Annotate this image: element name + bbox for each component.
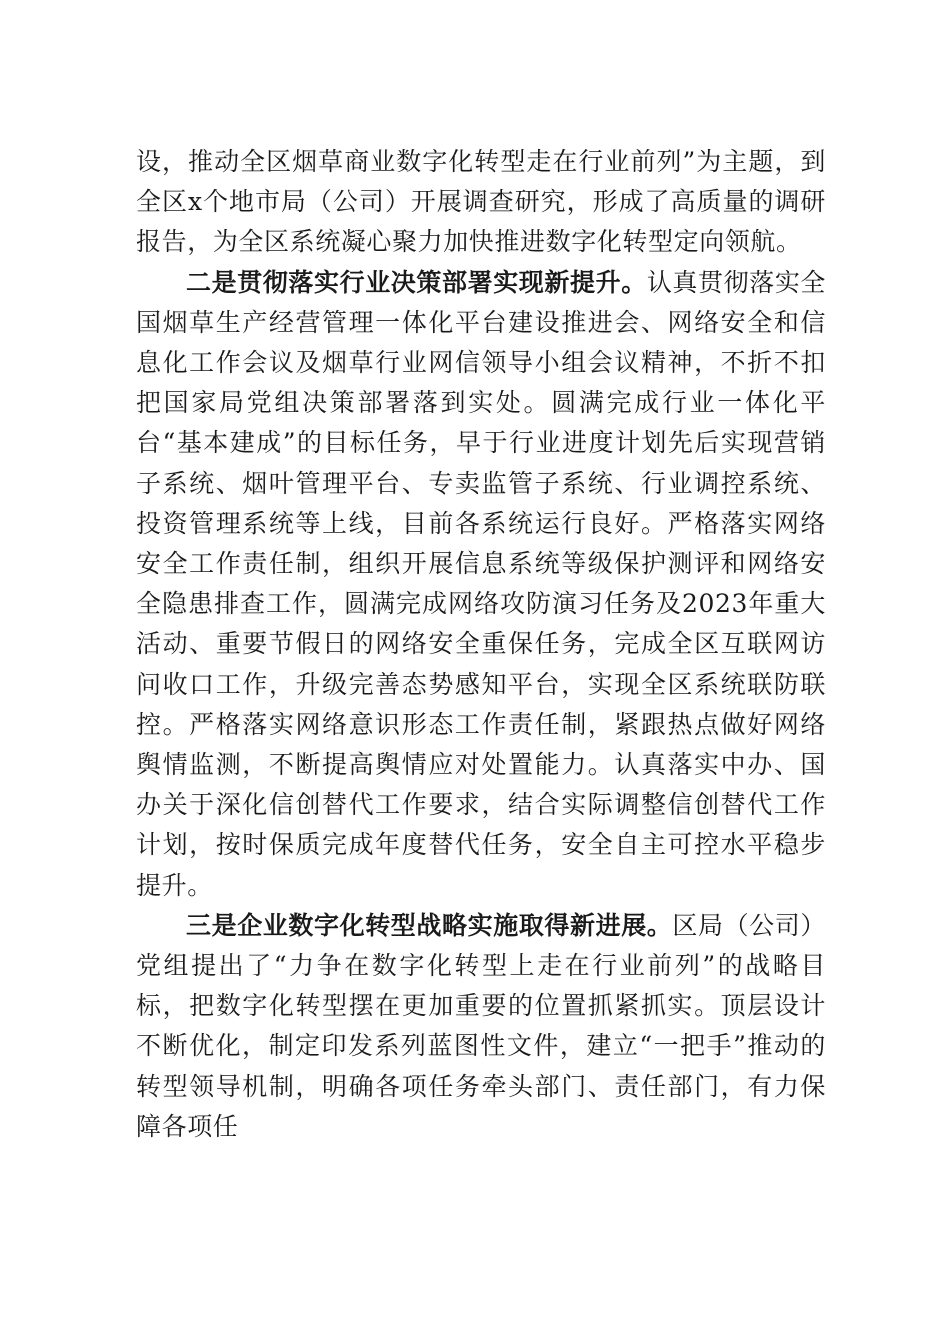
paragraph-text: 认真贯彻落实全国烟草生产经营管理一体化平台建设推进会、网络安全和信息化工作会议及烟草行业网信领导小组会议精神，不折不扣把国家局党组决策部署落到实处。圆满完成行业一体化平台“基本建成”的目标任务，早于行业进度计划先后实现营销子系统、烟叶管理平台、专卖监管子系统、行业调控系统、投资管理系统等上线，目前各系统运行良好。严格落实网络安全工作责任制，组织开展信息系统等级保护测评和网络安全隐患排查工作，圆满完成网络攻防演习任务及2023年重大活动、重要节假日的网络安全重保任务，完成全区互联网访问收口工作，升级完善态势感知平台，实现全区系统联防联控。严格落实网络意识形态工作责任制，紧跟热点做好网络舆情监测，不断提高舆情应对处置能力。认真落实中办、国办关于深化信创替代工作要求，结合实际调整信创替代工作计划，按时保质完成年度替代任务，安全自主可控水平稳步提升。 <box>136 267 827 900</box>
paragraph-policy-implementation <box>136 263 826 906</box>
paragraph-digital-transformation <box>136 906 826 1147</box>
paragraph-lead-heading: 三是企业数字化转型战略实施取得新进展。 <box>186 910 673 940</box>
paragraph-lead-heading: 二是贯彻落实行业决策部署实现新提升。 <box>186 267 647 297</box>
paragraph-continuation <box>136 142 826 263</box>
paragraph-text: 区局（公司）党组提出了“力争在数字化转型上走在行业前列”的战略目标，把数字化转型摆在更加重要的位置抓紧抓实。顶层设计不断优化，制定印发系列蓝图性文件，建立“一把手”推动的转型领导机制，明确各项任务牵头部门、责任部门，有力保障各项任 <box>136 910 827 1141</box>
body-text <box>136 142 826 1147</box>
paragraph-text: 设，推动全区烟草商业数字化转型走在行业前列”为主题，到全区x个地市局（公司）开展调查研究，形成了高质量的调研报告，为全区系统凝心聚力加快推进数字化转型定向领航。 <box>136 147 826 257</box>
